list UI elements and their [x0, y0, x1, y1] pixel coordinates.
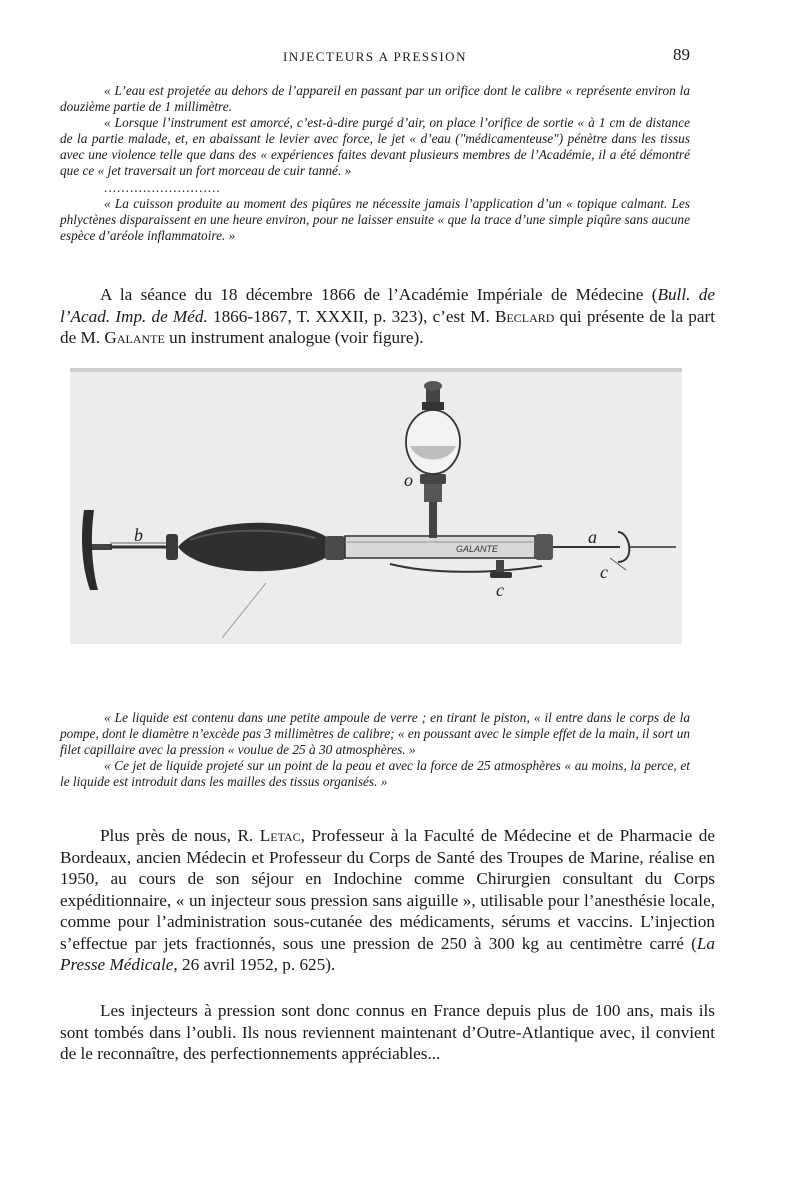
text-run: 1866-1867, T. XXXII, p. 323), c’est M.	[207, 306, 495, 326]
quote-line: « que la trace d’une simple piqûre sans aucune espèce d’aréole inflammatoire. »	[60, 211, 690, 243]
quote-paragraph	[60, 710, 690, 758]
text-run: , Professeur à la Faculté de Médecine et de Pharmacie de Bordeaux, ancien Médecin et Professeur du Corps de Santé des Troupes de Marine, réalise en 1950, au cours de son séjour en Indochine comme Chirurgien consultant du Corps expéditionnaire, « un injecteur sous pression sans aiguille », utilisable pour l’anesthésie locale, comme pour l’administration sous-cutanée des médicaments, sérums et vaccins. L’injection s’effectue par jets fractionnés, sous une pression de 250 à 300 kg au centimètre carré (	[60, 826, 715, 953]
quote-line: « il entre dans le corps de la pompe, dont le diamètre n’excède pas 3 millimètres de calibre;	[60, 710, 690, 742]
body-paragraph: Les injecteurs à pression sont donc connus en France depuis plus de 100 ans, mais ils sont tombés dans l’oubli. Ils nous reviennent maintenant d’Outre-Atlantique avec, il convient de le reconnaître, des perfectionnements appréciables...	[60, 1001, 715, 1063]
quote-paragraph	[60, 196, 690, 244]
body-paragraph	[60, 284, 715, 349]
text-run: A la séance du 18 décembre 1866 de l’Académie Impériale de Médecine (	[100, 285, 658, 304]
quote-block-2	[60, 710, 690, 790]
quote-line: « L’eau est projetée au dehors de l’appareil en passant par un orifice dont le calibre	[104, 83, 566, 98]
quote-paragraph	[60, 83, 690, 115]
quote-block-1	[60, 83, 690, 244]
paragraph-conclusion	[60, 1000, 715, 1065]
text-run: un instrument analogue (voir figure).	[164, 328, 424, 347]
person-name: Galante	[104, 328, 165, 347]
brand-engraving: GALANTE	[456, 544, 499, 554]
quote-line: « topique calmant. Les phlyctènes disparaissent en une heure environ, pour ne laisser ensuite	[60, 195, 691, 227]
text-run: 26 avril 1952, p. 625).	[177, 955, 336, 974]
quote-line: « Ce jet de liquide projeté sur un point de la peau et avec la force de 25 atmosphères	[104, 758, 565, 774]
ellipsis-dots: ...........................	[104, 179, 221, 195]
paragraph-seance	[60, 284, 715, 349]
quote-line: « à 1 cm de distance de la partie malade, et, en abaissant le levier avec force, le jet	[60, 115, 691, 147]
quote-line: « voulue de 25 à 30 atmosphères. »	[227, 742, 416, 758]
quote-paragraph	[60, 758, 690, 790]
paragraph-letac	[60, 825, 715, 976]
text-run: Plus près de nous, R.	[100, 826, 260, 845]
body-paragraph	[60, 825, 715, 976]
quote-line: « expériences faites devant plusieurs membres de l’Académie, il a été démontré que ce	[60, 147, 690, 179]
citation: Bull. de l’Acad. Imp. de Méd.	[60, 285, 715, 326]
person-name: Letac	[259, 826, 301, 845]
quote-line: « Le liquide est contenu dans une petite ampoule de verre ; en tirant le piston,	[104, 710, 534, 725]
injector-illustration	[70, 368, 682, 644]
quote-line: « représente environ la douzième partie de 1 millimètre.	[60, 83, 690, 115]
quote-line: « en poussant avec le simple effet de la main, il sort un filet capillaire avec la pression	[60, 726, 690, 758]
figure-label-o: o	[404, 470, 413, 490]
injector-figure	[70, 368, 682, 644]
figure-label-c: c	[600, 562, 608, 582]
quote-line: « La cuisson produite au moment des piqûres ne nécessite jamais l’application d’un	[104, 195, 567, 211]
figure-label-b: b	[134, 525, 143, 545]
quote-line: « au moins, la perce, et le liquide est introduit dans les mailles des tissus organisés. »	[60, 758, 690, 790]
text-run: qui présente de la part de M.	[60, 306, 715, 347]
quote-paragraph	[60, 115, 690, 179]
figure-label-c-knob: c	[496, 580, 504, 600]
person-name: Beclard	[495, 306, 555, 326]
quote-line: « Lorsque l’instrument est amorcé, c’est-à-dire purgé d’air, on place l’orifice de sortie	[104, 115, 578, 131]
figure-label-a: a	[588, 527, 597, 547]
page-number: 89	[673, 45, 690, 64]
running-title: INJECTEURS A PRESSION	[283, 49, 467, 64]
citation: La Presse Médicale,	[60, 933, 715, 974]
quote-line: « d’eau ("médicamenteuse") pénètre dans les tissus avec une violence telle que dans des	[60, 131, 690, 163]
page-header	[60, 45, 690, 69]
quote-line: « jet traversait un fort morceau de cuir tanné. »	[97, 163, 352, 179]
